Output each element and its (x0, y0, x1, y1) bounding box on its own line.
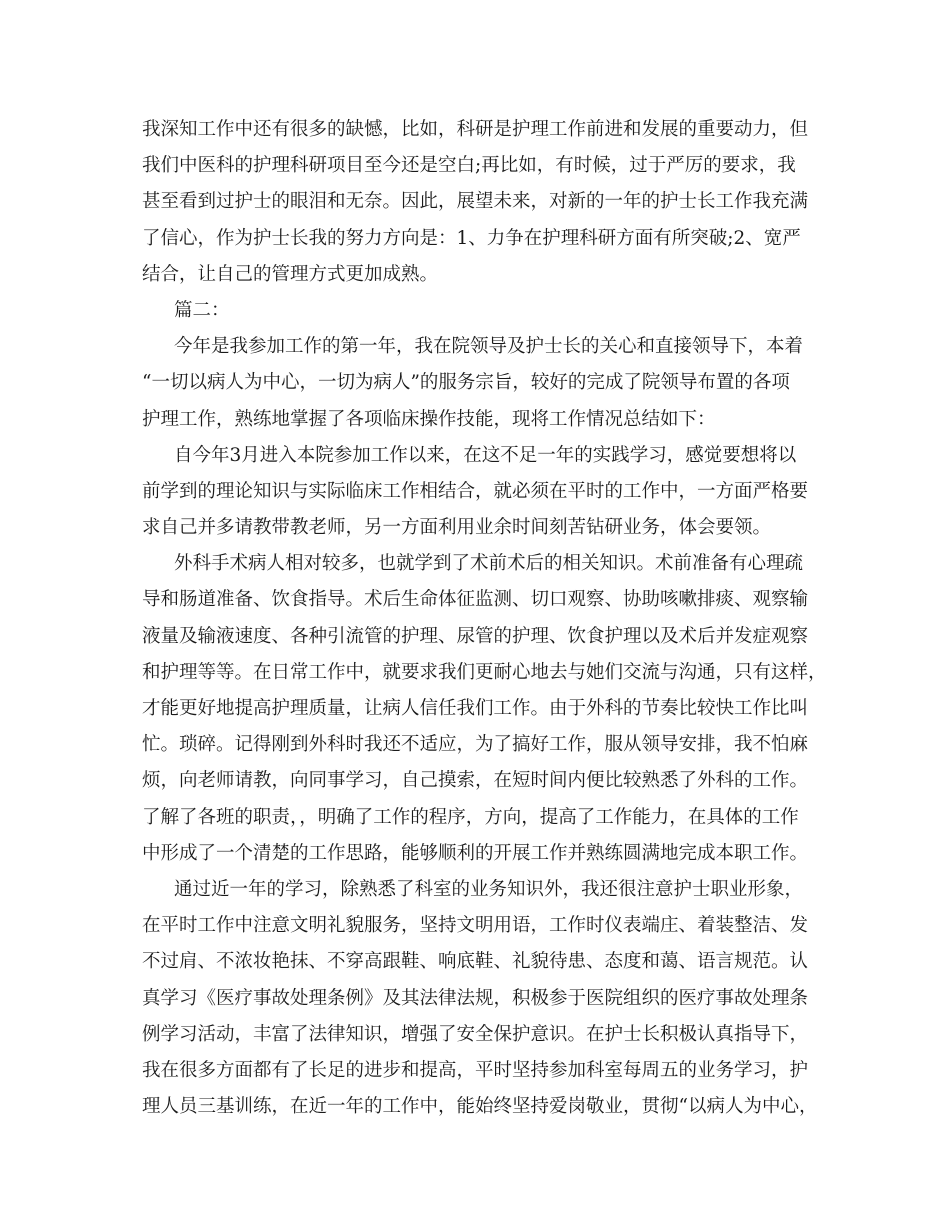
paragraph-start-line: 外科手术病人相对较多，也就学到了术前术后的相关知识。术前准备有心理疏 (174, 553, 804, 575)
paragraph-start-line: 通过近一年的学习，除熟悉了科室的业务知识外，我还很注意护士职业形象， (174, 878, 804, 900)
text-line: 真学习《医疗事故处理条例》及其法律法规，积极参于医院组织的医疗事故处理条 (142, 987, 809, 1009)
text-line: 我们中医科的护理科研项目至今还是空白;再比如，有时候，过于严厉的要求，我 (142, 155, 796, 177)
text-line: 导和肠道准备、饮食指导。术后生命体征监测、切口观察、协助咳嗽排痰、观察输 (142, 589, 809, 611)
text-line: 才能更好地提高护理质量，让病人信任我们工作。由于外科的节奏比较快工作比叫 (142, 698, 809, 719)
text-line: 前学到的理论知识与实际临床工作相结合，就必须在平时的工作中，一方面严格要 (142, 480, 809, 502)
text-line: 结合，让自己的管理方式更加成熟。 (142, 263, 439, 285)
text-line: 和护理等等。在日常工作中，就要求我们更耐心地去与她们交流与沟通，只有这样， (142, 661, 827, 683)
text-line: 液量及输液速度、各种引流管的护理、尿管的护理、饮食护理以及术后并发症观察 (142, 625, 809, 647)
text-line: 烦，向老师请教，向同事学习，自己摸索，在短时间内便比较熟悉了外科的工作。 (142, 770, 809, 792)
text-line: “一切以病人为中心，一切为病人”的服务宗旨，较好的完成了院领导布置的各项 (142, 372, 790, 394)
text-line: 护理工作，熟练地掌握了各项临床操作技能，现将工作情况总结如下： (142, 408, 716, 430)
text-line: 中形成了一个清楚的工作思路，能够顺利的开展工作并熟练圆满地完成本职工作。 (142, 842, 809, 864)
text-line: 了解了各班的职责，，明确了工作的程序，方向，提高了工作能力，在具体的工作 (142, 806, 799, 828)
text-line: 求自己并多请教带教老师，另一方面利用业余时间刻苦钻研业务，体会要领。 (142, 517, 772, 539)
text-line: 忙。琐碎。记得刚到外科时我还不适应，为了搞好工作，服从领导安排，我不怕麻 (142, 734, 809, 756)
text-line: 甚至看到过护士的眼泪和无奈。因此，展望未来，对新的一年的护士长工作我充满 (142, 191, 809, 213)
text-line: 不过肩、不浓妆艳抹、不穿高跟鞋、响底鞋、礼貌待患、态度和蔼、语言规范。认 (142, 951, 809, 973)
text-line: 了信心，作为护士长我的努力方向是：1、力争在护理科研方面有所突破;2、宽严 (142, 227, 801, 249)
paragraph-start-line: 今年是我参加工作的第一年，我在院领导及护士长的关心和直接领导下，本着 (174, 336, 804, 358)
text-line: 在平时工作中注意文明礼貌服务，坚持文明用语，工作时仪表端庄、着装整洁、发 (142, 915, 809, 937)
paragraph-start-line: 自今年3月进入本院参加工作以来，在这不足一年的实践学习，感觉要想将以 (174, 444, 797, 466)
text-line: 例学习活动，丰富了法律知识，增强了安全保护意识。在护士长积极认真指导下， (142, 1023, 809, 1045)
text-line: 理人员三基训练，在近一年的工作中，能始终坚持爱岗敬业，贯彻“以病人为中心， (142, 1096, 818, 1118)
text-line: 我深知工作中还有很多的缺憾，比如，科研是护理工作前进和发展的重要动力，但 (142, 119, 809, 140)
document-body (142, 112, 832, 1125)
section-heading: 篇二： (174, 299, 230, 321)
text-line: 我在很多方面都有了长足的进步和提高，平时坚持参加科室每周五的业务学习，护 (142, 1059, 809, 1081)
